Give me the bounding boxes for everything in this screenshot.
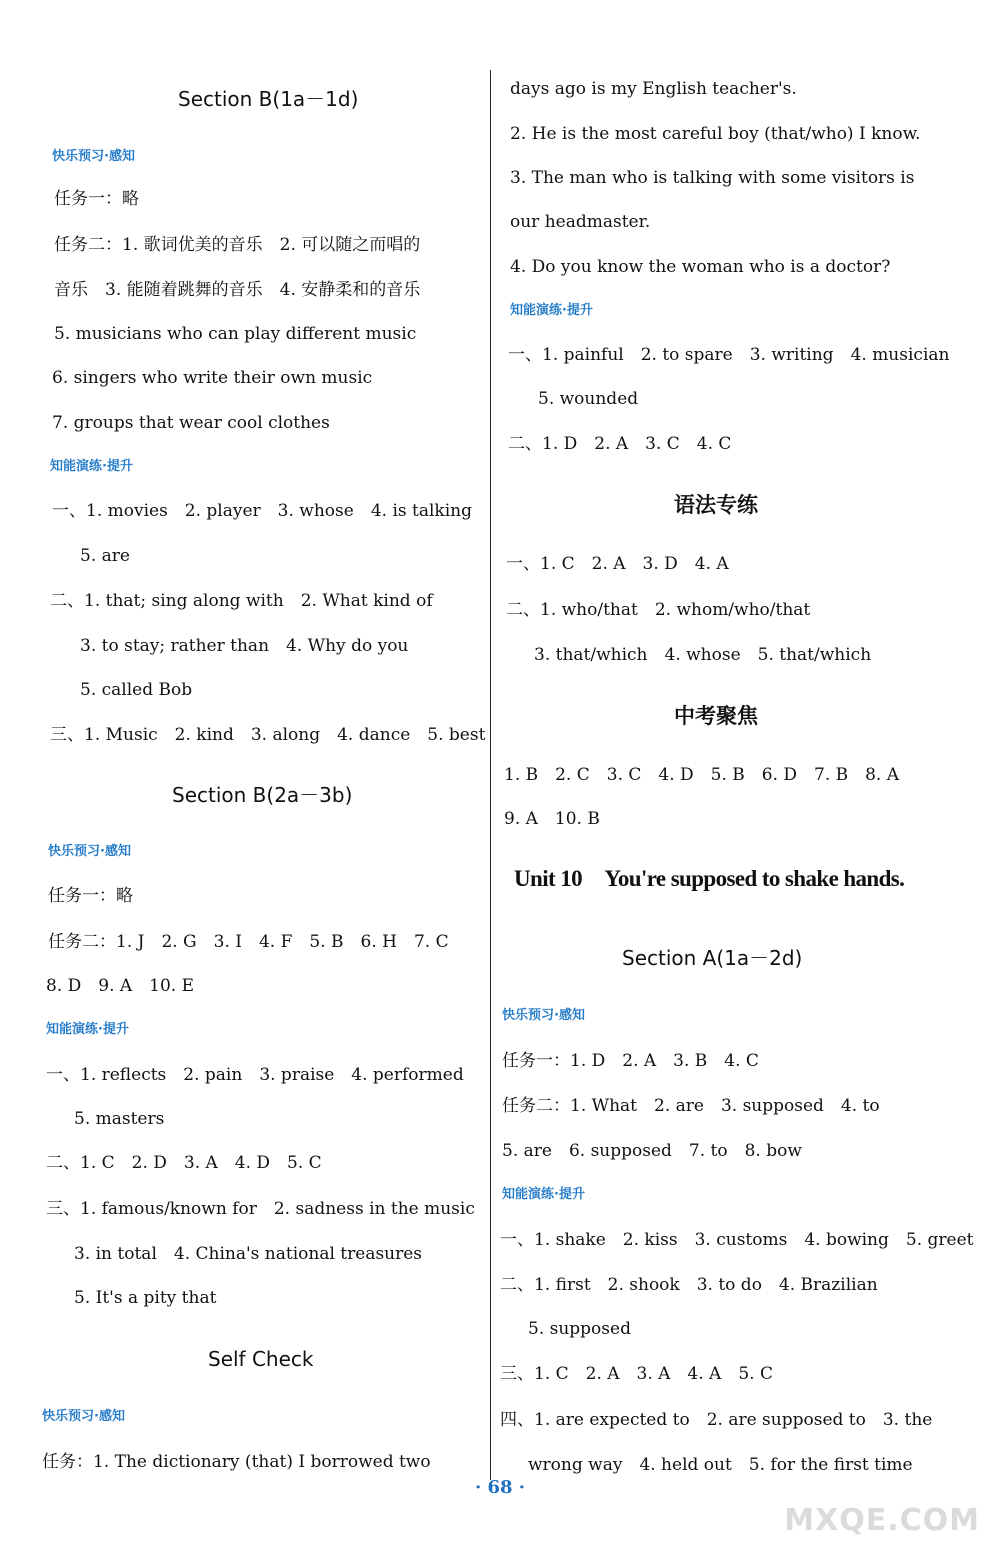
task-one: 任务一：略 (54, 189, 139, 209)
exercise-2-line1: 二、1. that; sing along with 2. What kind of (50, 591, 433, 611)
exercise-3-line1: 三、1. Music 2. kind 3. along 4. dance 5. best (50, 725, 486, 745)
practice-tag: 知能演练·提升 (46, 1022, 129, 1037)
unit-10-title: Unit 10 You're supposed to shake hands. (514, 866, 905, 891)
task-two-line1: 任务二：1. J 2. G 3. I 4. F 5. B 6. H 7. C (48, 932, 449, 952)
exercise-3-line1: 三、1. C 2. A 3. A 4. A 5. C (500, 1364, 773, 1384)
exam-answers-line1: 1. B 2. C 3. C 4. D 5. B 6. D 7. B 8. A (504, 765, 900, 785)
page-number: · 68 · (474, 1477, 526, 1498)
preview-tag: 快乐预习·感知 (52, 149, 135, 164)
self-check-answer-2: 2. He is the most careful boy (that/who) I know. (510, 124, 921, 144)
exam-answers-line2: 9. A 10. B (504, 809, 600, 829)
task-two-line1: 任务二：1. 歌词优美的音乐 2. 可以随之而唱的 (54, 235, 421, 255)
answer-6: 6. singers who write their own music (52, 368, 373, 388)
exercise-1-line1: 一、1. painful 2. to spare 3. writing 4. musician (508, 345, 950, 365)
exercise-3-line1: 三、1. famous/known for 2. sadness in the music (46, 1199, 475, 1219)
grammar-1: 一、1. C 2. A 3. D 4. A (506, 554, 729, 574)
practice-tag: 知能演练·提升 (502, 1187, 585, 1202)
column-divider (490, 70, 491, 1480)
exercise-2-line2: 3. to stay; rather than 4. Why do you (80, 636, 409, 656)
answer-5: 5. musicians who can play different music (54, 324, 417, 344)
practice-tag: 知能演练·提升 (50, 459, 133, 474)
self-check-task-line2: days ago is my English teacher's. (510, 79, 797, 99)
preview-tag: 快乐预习·感知 (42, 1409, 125, 1424)
task-two-line2: 5. are 6. supposed 7. to 8. bow (502, 1141, 802, 1161)
task-one: 任务一：1. D 2. A 3. B 4. C (502, 1051, 759, 1071)
exercise-2-line3: 5. called Bob (80, 680, 193, 700)
exercise-1-line2: 5. are (80, 546, 130, 566)
exercise-1-line1: 一、1. shake 2. kiss 3. customs 4. bowing 5. greet (500, 1230, 974, 1250)
task-one: 任务一：略 (48, 886, 133, 906)
practice-tag: 知能演练·提升 (510, 303, 593, 318)
section-a-1a-2d-heading: Section A(1a－2d) (622, 946, 803, 970)
self-check-answer-4: 4. Do you know the woman who is a doctor? (510, 257, 891, 277)
exercise-3-line2: 3. in total 4. China's national treasures (74, 1244, 423, 1264)
exercise-2-line1: 二、1. first 2. shook 3. to do 4. Brazilian (500, 1275, 878, 1295)
exercise-2-line2: 5. supposed (528, 1319, 631, 1339)
exam-focus-heading: 中考聚焦 (674, 704, 758, 728)
exercise-1-line1: 一、1. reflects 2. pain 3. praise 4. performed (46, 1065, 464, 1085)
preview-tag: 快乐预习·感知 (502, 1008, 585, 1023)
section-b-2a-3b-heading: Section B(2a－3b) (172, 783, 353, 807)
self-check-task-line1: 任务：1. The dictionary (that) I borrowed two (42, 1452, 431, 1472)
preview-tag: 快乐预习·感知 (48, 844, 131, 859)
exercise-2-line1: 二、1. D 2. A 3. C 4. C (508, 434, 732, 454)
exercise-2-line1: 二、1. C 2. D 3. A 4. D 5. C (46, 1153, 322, 1173)
exercise-1-line2: 5. masters (74, 1109, 165, 1129)
exercise-3-line3: 5. It's a pity that (74, 1288, 217, 1308)
grammar-2-line2: 3. that/which 4. whose 5. that/which (534, 645, 872, 665)
task-two-line2: 音乐 3. 能随着跳舞的音乐 4. 安静柔和的音乐 (54, 280, 421, 300)
task-two-line1: 任务二：1. What 2. are 3. supposed 4. to (502, 1096, 880, 1116)
task-two-line2: 8. D 9. A 10. E (46, 976, 195, 996)
self-check-answer-3-line1: 3. The man who is talking with some visitors is (510, 168, 915, 188)
exercise-1-line2: 5. wounded (538, 389, 639, 409)
exercise-4-line2: wrong way 4. held out 5. for the first time (528, 1455, 913, 1475)
exercise-1-line1: 一、1. movies 2. player 3. whose 4. is talking (52, 501, 472, 521)
section-b-1a-1d-heading: Section B(1a－1d) (178, 87, 359, 111)
answer-7: 7. groups that wear cool clothes (52, 413, 330, 433)
grammar-practice-heading: 语法专练 (674, 493, 758, 517)
watermark (784, 1503, 980, 1538)
watermark-text: MXQE.COM (784, 1503, 980, 1538)
self-check-heading: Self Check (208, 1347, 314, 1371)
self-check-answer-3-line2: our headmaster. (510, 212, 651, 232)
grammar-2-line1: 二、1. who/that 2. whom/who/that (506, 600, 811, 620)
exercise-4-line1: 四、1. are expected to 2. are supposed to 3. the (500, 1410, 933, 1430)
